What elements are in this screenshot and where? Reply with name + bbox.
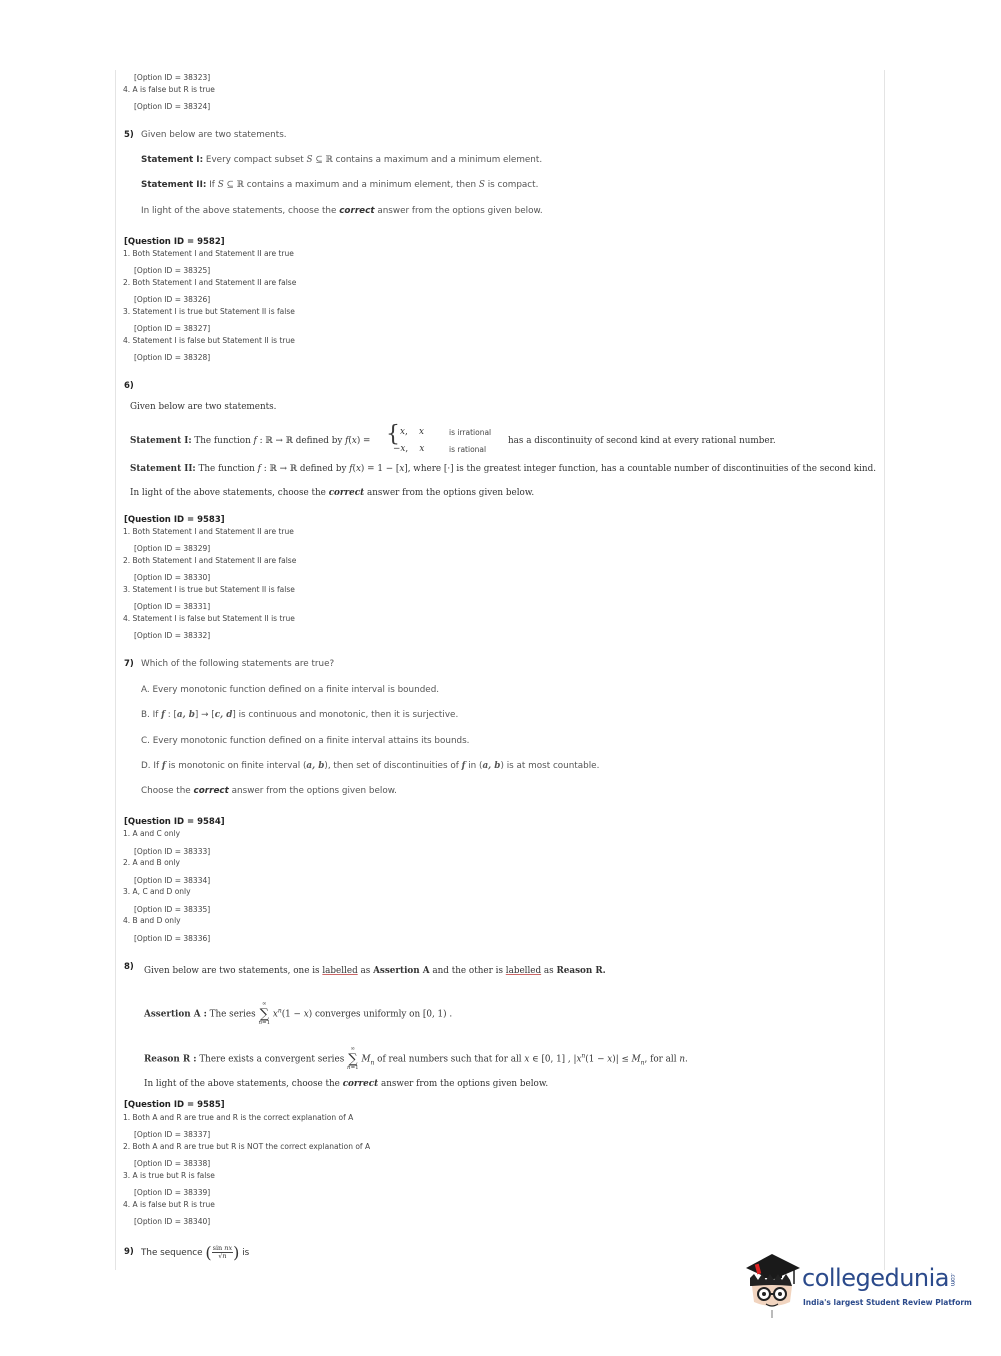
reason-r: Reason R : There exists a convergent series ∞ ∑ n=1 $M_n$ of real numbers such that for all x ∈ [0, 1] , $|x^n(1 - x)| \le M_n$, for all n. <box>144 1046 688 1071</box>
collegedunia-logo <box>742 1250 972 1320</box>
question-number: 7) <box>124 659 134 669</box>
case-1-condition: is irrational <box>449 428 492 437</box>
logo-tagline: India's largest Student Review Platform <box>803 1298 972 1307</box>
option-id: [Option ID = 38323] <box>134 73 211 82</box>
logo-wordmark: collegedunia.com <box>802 1264 957 1292</box>
assertion-a: Assertion A : The series ∞ ∑ n=1 $x^n(1 - x)$ converges uniformly on [0, 1) . <box>144 1001 453 1026</box>
option-item: 1. Both A and R are true and R is the correct explanation of A <box>123 1113 354 1122</box>
option-item: 3. A is true but R is false <box>123 1171 215 1180</box>
option-item: 4. Statement I is false but Statement II is true <box>123 614 295 623</box>
question-number: 6) <box>124 381 134 391</box>
statement-b: B. If f : [a, b] → [c, d] is continuous and monotonic, then it is surjective. <box>141 710 459 720</box>
option-id: [Option ID = 38337] <box>134 1130 211 1139</box>
option-id: [Option ID = 38332] <box>134 631 211 640</box>
statement-1: Statement I: Every compact subset S ⊆ ℝ contains a maximum and a minimum element. <box>141 155 543 165</box>
option-id: [Option ID = 38331] <box>134 602 211 611</box>
option-id: [Option ID = 38325] <box>134 266 211 275</box>
option-item: 2. Both A and R are true but R is NOT the correct explanation of A <box>123 1142 371 1151</box>
question-intro: Given below are two statements. <box>141 130 287 140</box>
statement-2: Statement II: The function f : ℝ → ℝ defined by f(x) = 1 − [x], where [·] is the greatest integer function, has a countable number of discontinuities of the second kind. <box>130 464 876 474</box>
option-item: 2. Both Statement I and Statement II are false <box>123 556 297 565</box>
option-item: 1. A and C only <box>123 829 181 838</box>
instruction: In light of the above statements, choose the correct answer from the options given below. <box>141 206 543 216</box>
option-item: 3. A, C and D only <box>123 887 191 896</box>
option-id: [Option ID = 38336] <box>134 934 211 943</box>
case-2: −x, x <box>393 444 425 454</box>
question-number: 8) <box>124 962 134 972</box>
option-id: [Option ID = 38328] <box>134 353 211 362</box>
statement-2: Statement II: If S ⊆ ℝ contains a maximum and a minimum element, then S is compact. <box>141 180 539 190</box>
option-item: 2. A and B only <box>123 858 180 867</box>
statement-a: A. Every monotonic function defined on a finite interval is bounded. <box>141 685 440 695</box>
statement-1-text: Statement I: The function f : ℝ → ℝ defined by f(x) = <box>130 436 371 446</box>
question-number: 5) <box>124 130 134 140</box>
option-item: 3. Statement I is true but Statement II is false <box>123 307 295 316</box>
instruction: Choose the correct answer from the options given below. <box>141 786 397 796</box>
question-intro: Given below are two statements. <box>130 402 277 412</box>
instruction: In light of the above statements, choose the correct answer from the options given below. <box>130 488 535 498</box>
question-text: The sequence ( $\frac{\text{sin nx}}{√n}$ ) is <box>141 1243 250 1262</box>
option-id: [Option ID = 38334] <box>134 876 211 885</box>
statement-d: D. If f is monotonic on finite interval (a, b), then set of discontinuities of f in (a, b) is at most countable. <box>141 761 600 771</box>
instruction: In light of the above statements, choose the correct answer from the options given below. <box>144 1079 549 1089</box>
option-item: 1. Both Statement I and Statement II are true <box>123 249 294 258</box>
option-id: [Option ID = 38338] <box>134 1159 211 1168</box>
option-item: 3. Statement I is true but Statement II is false <box>123 585 295 594</box>
question-intro: Which of the following statements are true? <box>141 659 335 669</box>
option-id: [Option ID = 38335] <box>134 905 211 914</box>
piecewise-brace: { <box>386 422 400 447</box>
question-intro: Given below are two statements, one is labelled as Assertion A and the other is labelled as Reason R. <box>144 966 606 976</box>
option-id: [Option ID = 38326] <box>134 295 211 304</box>
option-id: [Option ID = 38339] <box>134 1188 211 1197</box>
mascot-icon <box>742 1250 802 1320</box>
option-item: 2. Both Statement I and Statement II are false <box>123 278 297 287</box>
statement-1-tail: has a discontinuity of second kind at every rational number. <box>508 436 776 446</box>
case-1: x, x <box>400 427 424 437</box>
question-id: [Question ID = 9583] <box>124 515 225 525</box>
question-id: [Question ID = 9585] <box>124 1100 225 1110</box>
option-id: [Option ID = 38329] <box>134 544 211 553</box>
question-id: [Question ID = 9584] <box>124 817 225 827</box>
option-id: [Option ID = 38333] <box>134 847 211 856</box>
option-id: [Option ID = 38340] <box>134 1217 211 1226</box>
question-id: [Question ID = 9582] <box>124 237 225 247</box>
option-id: [Option ID = 38324] <box>134 102 211 111</box>
option-id: [Option ID = 38330] <box>134 573 211 582</box>
page-frame-right-border <box>884 70 885 1270</box>
option-item: 4. Statement I is false but Statement II is true <box>123 336 295 345</box>
option-id: [Option ID = 38327] <box>134 324 211 333</box>
statement-c: C. Every monotonic function defined on a finite interval attains its bounds. <box>141 736 470 746</box>
option-item: 1. Both Statement I and Statement II are true <box>123 527 294 536</box>
option-item: 4. B and D only <box>123 916 181 925</box>
option-item: 4. A is false but R is true <box>123 85 215 94</box>
question-number: 9) <box>124 1247 134 1257</box>
page-frame-left-border <box>115 70 116 1270</box>
option-item: 4. A is false but R is true <box>123 1200 215 1209</box>
case-2-condition: is rational <box>449 445 487 454</box>
